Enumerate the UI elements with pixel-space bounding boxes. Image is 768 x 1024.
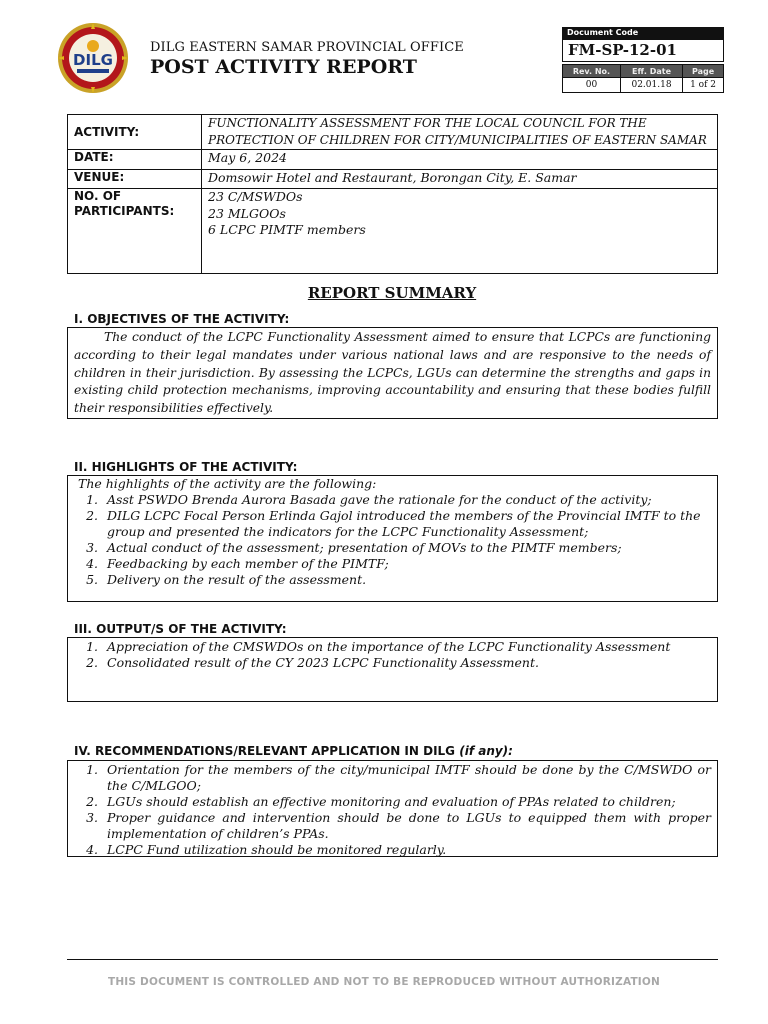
activity-label: ACTIVITY: xyxy=(68,115,202,150)
list-item: 3. Proper guidance and intervention should be done to LGUs to equipped them with proper implementation of children’s PPAs. xyxy=(86,810,711,841)
activity-info-table xyxy=(67,114,718,274)
list-item: 3. Actual conduct of the assessment; presentation of MOVs to the PIMTF members; xyxy=(86,540,622,555)
org-name: DILG EASTERN SAMAR PROVINCIAL OFFICE xyxy=(150,40,464,55)
participants-line: 23 MLGOOs xyxy=(208,205,286,221)
footer-notice: THIS DOCUMENT IS CONTROLLED AND NOT TO BE REPRODUCED WITHOUT AUTHORIZATION xyxy=(107,976,661,988)
date-value: May 6, 2024 xyxy=(202,150,718,170)
list-item: 2. DILG LCPC Focal Person Erlinda Gajol introduced the members of the Provincial IMTF to the group and presented the indicators for the LCPC Functionality Assessment; xyxy=(86,508,701,539)
page-header: Page xyxy=(683,65,724,78)
eff-date: 02.01.18 xyxy=(620,78,682,93)
outputs-box xyxy=(67,637,718,702)
participants-label: NO. OF PARTICIPANTS: xyxy=(68,189,202,274)
list-item: 4. Feedbacking by each member of the PIMTF; xyxy=(86,556,389,571)
highlights-box xyxy=(67,475,718,602)
document-code-label: Document Code xyxy=(562,27,724,39)
recommendations-title: IV. RECOMMENDATIONS/RELEVANT APPLICATION IN DILG (if any): xyxy=(74,744,513,758)
venue-label: VENUE: xyxy=(68,170,202,189)
list-item: 2. LGUs should establish an effective monitoring and evaluation of PPAs related to children; xyxy=(86,794,676,809)
report-title: POST ACTIVITY REPORT xyxy=(150,56,417,78)
highlights-title: II. HIGHLIGHTS OF THE ACTIVITY: xyxy=(74,460,298,474)
recommendations-box xyxy=(67,760,718,857)
footer-divider xyxy=(67,959,718,960)
eff-date-header: Eff. Date xyxy=(620,65,682,78)
logo-text: DILG xyxy=(73,51,113,69)
dilg-logo xyxy=(57,18,129,98)
outputs-title: III. OUTPUT/S OF THE ACTIVITY: xyxy=(74,622,287,636)
list-item: 1. Orientation for the members of the city/municipal IMTF should be done by the C/MSWDO or the C/MLGOO; xyxy=(86,762,711,793)
date-label: DATE: xyxy=(68,150,202,170)
rev-no-header: Rev. No. xyxy=(563,65,621,78)
highlights-intro: The highlights of the activity are the following: xyxy=(78,476,377,491)
participants-line: 6 LCPC PIMTF members xyxy=(208,222,366,237)
document-code-box xyxy=(562,27,724,93)
document-code: FM-SP-12-01 xyxy=(562,39,724,62)
rev-no: 00 xyxy=(563,78,621,93)
venue-value: Domsowir Hotel and Restaurant, Borongan City, E. Samar xyxy=(202,170,718,189)
objectives-title: I. OBJECTIVES OF THE ACTIVITY: xyxy=(74,312,290,326)
objectives-text: The conduct of the LCPC Functionality Assessment aimed to ensure that LCPCs are functioning according to their legal mandates under various national laws and are responsive to the needs of children in their jurisdiction. By assessing the LCPCs, LGUs can determine the strengths and gaps in existing child protection mechanisms, improving accountability and ensuring that these bodies fulfill their responsibilities effectively. xyxy=(74,330,711,416)
participants-value xyxy=(202,189,718,274)
list-item: 5. Delivery on the result of the assessment. xyxy=(86,572,367,587)
objectives-box xyxy=(67,327,718,419)
list-item: 1. Appreciation of the CMSWDOs on the importance of the LCPC Functionality Assessment xyxy=(86,639,671,654)
activity-value: FUNCTIONALITY ASSESSMENT FOR THE LOCAL COUNCIL FOR THE PROTECTION OF CHILDREN FOR CITY/MUNICIPALITIES OF EASTERN SAMAR xyxy=(202,115,718,150)
highlights-list xyxy=(68,492,717,588)
recommendations-list xyxy=(68,761,717,858)
revision-table xyxy=(562,64,724,93)
list-item: 4. LCPC Fund utilization should be monitored regularly. xyxy=(86,842,447,857)
outputs-list xyxy=(68,638,717,671)
report-summary-title: REPORT SUMMARY xyxy=(307,284,477,302)
list-item: 1. Asst PSWDO Brenda Aurora Basada gave the rationale for the conduct of the activity; xyxy=(86,492,652,507)
participants-line: 23 C/MSWDOs xyxy=(208,189,303,204)
list-item: 2. Consolidated result of the CY 2023 LCPC Functionality Assessment. xyxy=(86,655,539,670)
page-number: 1 of 2 xyxy=(683,78,724,93)
